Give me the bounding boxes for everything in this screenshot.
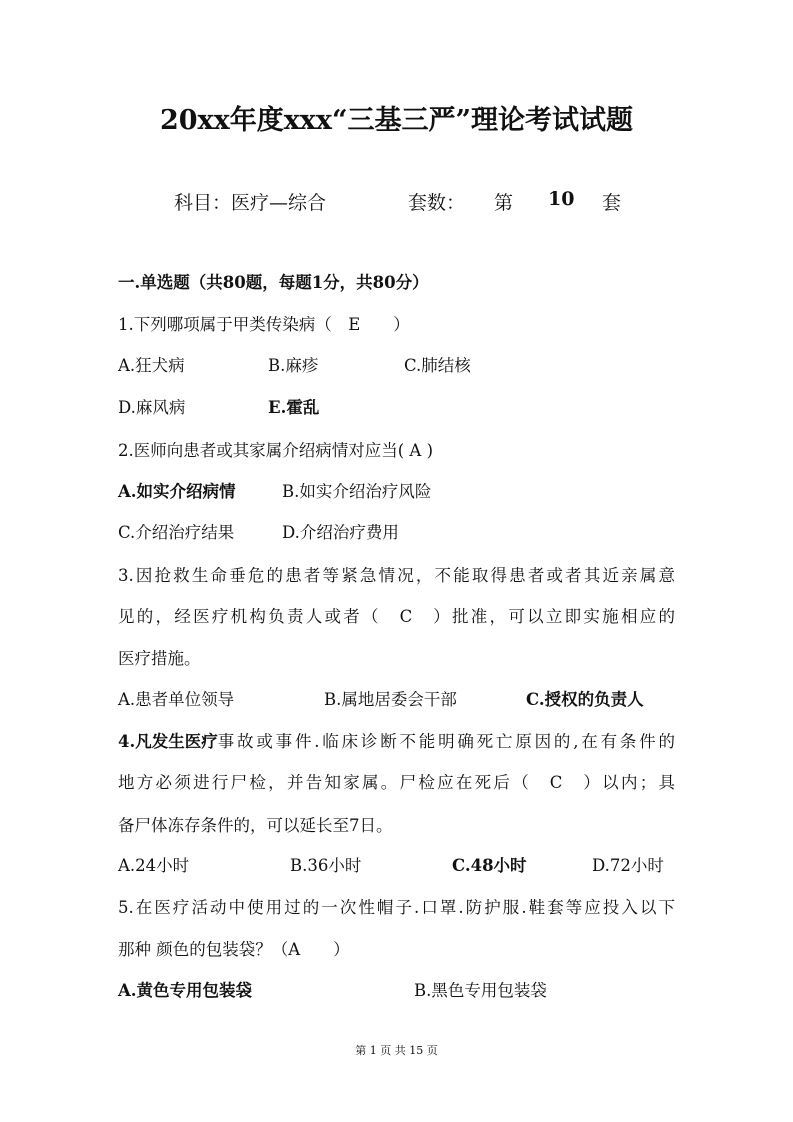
option: B.36小时 bbox=[290, 856, 362, 875]
option: B.属地居委会干部 bbox=[324, 690, 457, 709]
correct-option: E.霍乱 bbox=[268, 398, 320, 417]
option: C.介绍治疗结果 bbox=[118, 523, 235, 542]
option: C.肺结核 bbox=[404, 356, 471, 375]
question-2: 2.医师向患者或其家属介绍病情对应当( A ) bbox=[118, 441, 434, 460]
section-heading: 一.单选题（共80题，每题1分，共80分） bbox=[118, 273, 429, 292]
question-4-text: 事故或事件.临床诊断不能明确死亡原因的,在有条件的 bbox=[217, 732, 675, 751]
option: D.72小时 bbox=[592, 856, 664, 875]
question-1: 1.下列哪项属于甲类传染病（ E ） bbox=[118, 315, 410, 334]
set-tao: 套 bbox=[602, 192, 622, 214]
question-5-line: 5.在医疗活动中使用过的一次性帽子.口罩.防护服.鞋套等应投入以下 bbox=[118, 898, 675, 917]
option: B.如实介绍治疗风险 bbox=[282, 482, 432, 501]
set-label: 套数： bbox=[408, 192, 466, 214]
set-di: 第 bbox=[494, 192, 514, 214]
option: B.黑色专用包装袋 bbox=[414, 981, 547, 1000]
correct-option: C.授权的负责人 bbox=[526, 690, 644, 709]
subject-label: 科目：医疗—综合 bbox=[174, 192, 327, 214]
question-4-line: 地方必须进行尸检，并告知家属。尸检应在死后（ C ）以内；具 bbox=[118, 773, 675, 792]
option: D.介绍治疗费用 bbox=[282, 523, 399, 542]
correct-option: A.黄色专用包装袋 bbox=[118, 981, 253, 1000]
page-footer: 第 1 页 共 15 页 bbox=[355, 1044, 438, 1057]
option: A.24小时 bbox=[118, 856, 190, 875]
set-number: 10 bbox=[548, 188, 575, 210]
question-4-line: 备尸体冻存条件的，可以延长至7日。 bbox=[118, 816, 393, 835]
question-4-line bbox=[118, 731, 675, 753]
option: A.患者单位领导 bbox=[118, 690, 235, 709]
question-3-line: 3.因抢救生命垂危的患者等紧急情况，不能取得患者或者其近亲属意 bbox=[118, 566, 675, 585]
option: B.麻疹 bbox=[268, 356, 319, 375]
correct-option: C.48小时 bbox=[452, 856, 527, 875]
question-4-prefix: 4.凡发生医疗 bbox=[118, 732, 218, 751]
correct-option: A.如实介绍病情 bbox=[118, 482, 236, 501]
option: D.麻风病 bbox=[118, 398, 186, 417]
question-3-line: 见的，经医疗机构负责人或者（ C ）批准，可以立即实施相应的 bbox=[118, 607, 675, 626]
document-title: 20xx年度xxx“三基三严”理论考试试题 bbox=[159, 105, 634, 136]
option: A.狂犬病 bbox=[118, 356, 185, 375]
question-5-line: 那种 颜色的包装袋？（A ） bbox=[118, 940, 350, 959]
question-3-line: 医疗措施。 bbox=[118, 649, 201, 668]
